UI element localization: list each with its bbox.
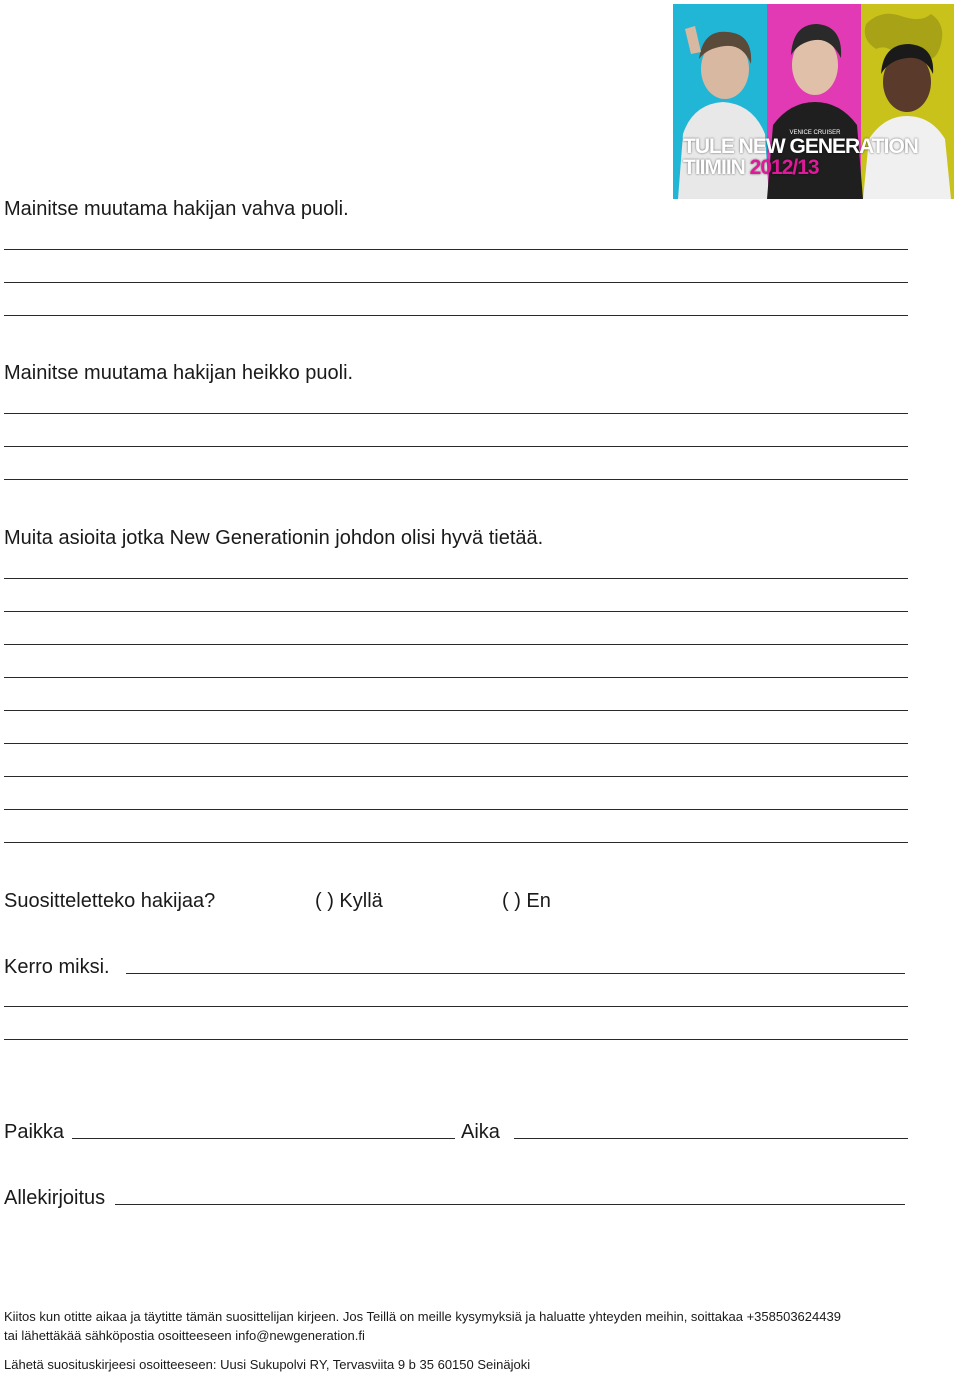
explain-label: Kerro miksi. [4,956,110,978]
footer-thanks-line: Kiitos kun otitte aikaa ja täytitte tämän suosittelijan kirjeen. Jos Teillä on meille kysymyksiä ja haluatte yhteyden meihin, soittakaa +358503624439 [4,1309,841,1324]
weakness-answer-line-3[interactable] [4,479,908,480]
explain-answer-line-2[interactable] [4,1006,908,1007]
footer-address-line: Lähetä suosituskirjeesi osoitteeseen: Uusi Sukupolvi RY, Tervasviita 9 b 35 60150 Seinäjoki [4,1357,531,1372]
strength-answer-line-3[interactable] [4,315,908,316]
weakness-prompt: Mainitse muutama hakijan heikko puoli. [4,362,354,384]
new-generation-banner [673,4,954,199]
recommend-question: Suositteletteko hakijaa? [4,890,216,912]
person-photo-right [859,34,954,199]
other-answer-line-9[interactable] [4,842,908,843]
other-answer-line-8[interactable] [4,809,908,810]
weakness-answer-line-2[interactable] [4,446,908,447]
strength-answer-line-1[interactable] [4,249,908,250]
other-answer-line-2[interactable] [4,611,908,612]
banner-title-year: 2012/13 [749,156,819,179]
strength-answer-line-2[interactable] [4,282,908,283]
time-field-line[interactable] [514,1138,908,1139]
other-answer-line-1[interactable] [4,578,908,579]
time-label: Aika [461,1121,500,1143]
explain-answer-line-1[interactable] [126,973,905,974]
place-field-line[interactable] [72,1138,455,1139]
strength-prompt: Mainitse muutama hakijan vahva puoli. [4,198,349,220]
signature-label: Allekirjoitus [4,1187,106,1209]
other-answer-line-5[interactable] [4,710,908,711]
explain-answer-line-3[interactable] [4,1039,908,1040]
footer-email-line: tai lähettäkää sähköpostia osoitteeseen info@newgeneration.fi [4,1328,365,1343]
banner-title-line1: TULE NEW GENERATION [683,135,918,158]
weakness-answer-line-1[interactable] [4,413,908,414]
recommend-option-yes[interactable]: ( ) Kyllä [315,890,383,912]
other-answer-line-6[interactable] [4,743,908,744]
place-label: Paikka [4,1121,65,1143]
banner-title-line2-prefix: TIIMIIN [683,156,750,179]
other-info-prompt: Muita asioita jotka New Generationin johdon olisi hyvä tietää. [4,527,544,549]
other-answer-line-4[interactable] [4,677,908,678]
other-answer-line-3[interactable] [4,644,908,645]
recommend-option-no[interactable]: ( ) En [502,890,551,912]
signature-field-line[interactable] [115,1204,905,1205]
shirt-text: VENICE CRUISER [789,130,841,136]
other-answer-line-7[interactable] [4,776,908,777]
banner-title-line2 [683,157,819,179]
